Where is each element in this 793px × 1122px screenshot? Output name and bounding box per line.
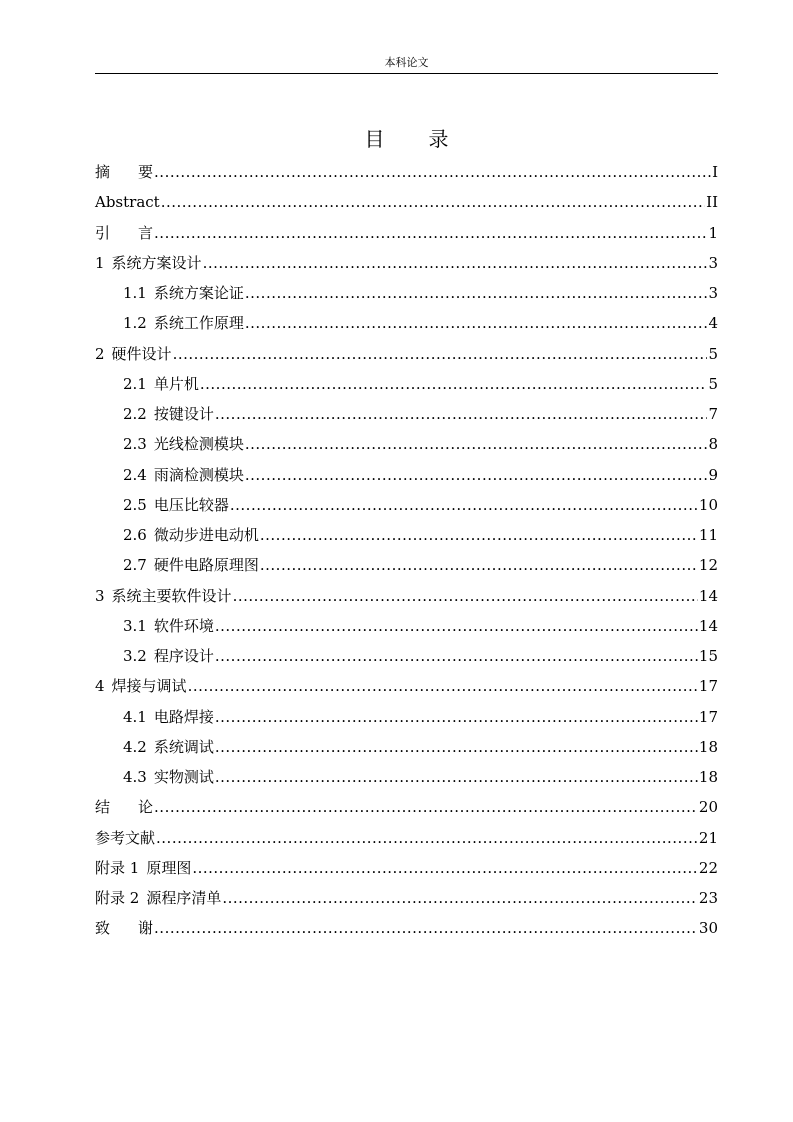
toc-entry-page: 11 bbox=[698, 526, 718, 544]
dot-leader bbox=[156, 823, 698, 853]
toc-entry-page: 1 bbox=[708, 223, 718, 242]
toc-entry-page: 4 bbox=[708, 314, 718, 333]
toc-entry-page: 12 bbox=[698, 556, 718, 575]
toc-entry-label bbox=[123, 429, 244, 459]
toc-entry-title: 电压比较器 bbox=[153, 495, 229, 514]
toc-entry-page: 7 bbox=[708, 405, 718, 423]
toc-entry-label bbox=[123, 762, 214, 792]
toc-entry-page: 17 bbox=[698, 677, 718, 696]
toc-entry-label bbox=[95, 823, 155, 853]
toc-entry-page: 22 bbox=[698, 858, 718, 877]
toc-entry-title-char: 致 bbox=[95, 919, 139, 938]
toc-entry-number: 4.1 bbox=[123, 707, 147, 726]
toc-entry[interactable] bbox=[95, 248, 718, 278]
toc-entry-label bbox=[95, 339, 172, 369]
toc-entry-number: 4 bbox=[95, 677, 105, 696]
toc-entry-label bbox=[123, 641, 214, 671]
toc-entry-number: 3 bbox=[95, 586, 105, 605]
toc-entry-title: 软件环境 bbox=[153, 616, 214, 635]
toc-entry-page: 10 bbox=[698, 495, 718, 514]
toc-entry-label bbox=[95, 248, 202, 278]
dot-leader bbox=[245, 460, 708, 490]
toc-entry-number: 3.1 bbox=[123, 616, 147, 635]
toc-entry-label bbox=[123, 308, 244, 338]
dot-leader bbox=[245, 429, 708, 459]
dot-leader bbox=[161, 187, 705, 217]
toc-entry[interactable] bbox=[95, 460, 718, 490]
toc-entry-title: 参考文献 bbox=[95, 828, 156, 847]
dot-leader bbox=[154, 913, 698, 943]
toc-entry-label bbox=[123, 611, 214, 641]
toc-entry-title: 硬件电路原理图 bbox=[153, 556, 259, 575]
toc-entry[interactable] bbox=[95, 641, 718, 671]
toc-entry-page: 18 bbox=[698, 768, 718, 786]
toc-entry[interactable] bbox=[95, 792, 718, 822]
toc-entry-title: 光线检测模块 bbox=[153, 435, 244, 454]
toc-entry-label bbox=[95, 187, 160, 217]
toc-entry-page: 5 bbox=[708, 344, 718, 363]
toc-entry[interactable] bbox=[95, 823, 718, 853]
toc-entry-label bbox=[123, 278, 244, 308]
toc-entry-number: 2.5 bbox=[123, 495, 147, 514]
toc-entry[interactable] bbox=[95, 913, 718, 943]
toc-entry-page: 23 bbox=[698, 889, 718, 907]
toc-entry-page: I bbox=[712, 163, 718, 181]
toc-entry-label bbox=[95, 157, 153, 187]
toc-title-part2: 录 bbox=[428, 127, 449, 151]
toc-entry-title: 系统方案设计 bbox=[111, 253, 202, 272]
toc-entry[interactable] bbox=[95, 520, 718, 550]
toc-entry-title: 原理图 bbox=[146, 858, 192, 877]
dot-leader bbox=[215, 762, 698, 792]
toc-entry-title: 焊接与调试 bbox=[111, 677, 187, 696]
toc-entry[interactable] bbox=[95, 399, 718, 429]
dot-leader bbox=[215, 732, 698, 762]
toc-entry-label bbox=[95, 913, 153, 943]
toc-entry[interactable] bbox=[95, 308, 718, 338]
toc-entry-number: 2.6 bbox=[123, 526, 147, 544]
dot-leader bbox=[188, 671, 698, 701]
toc-entry-label bbox=[123, 550, 259, 580]
toc-entry-title: 系统方案论证 bbox=[153, 284, 244, 302]
toc-entry-page: 20 bbox=[698, 798, 718, 817]
toc-entry-label bbox=[123, 520, 259, 550]
toc-entry-title: 单片机 bbox=[153, 374, 199, 393]
dot-leader bbox=[260, 520, 698, 550]
toc-title-part1: 目 bbox=[364, 127, 385, 151]
dot-leader bbox=[245, 308, 708, 338]
toc-entry-page: 21 bbox=[698, 828, 718, 847]
dot-leader bbox=[154, 157, 711, 187]
dot-leader bbox=[230, 490, 698, 520]
toc-entry[interactable] bbox=[95, 278, 718, 308]
toc-entry-label bbox=[123, 702, 214, 732]
dot-leader bbox=[233, 581, 698, 611]
dot-leader bbox=[260, 550, 698, 580]
header-rule bbox=[95, 73, 718, 74]
toc-entry-number: 3.2 bbox=[123, 647, 147, 665]
toc-entry-title-char: 论 bbox=[138, 798, 154, 817]
toc-entry[interactable] bbox=[95, 429, 718, 459]
toc-entry-title: 按键设计 bbox=[153, 405, 214, 423]
toc-entry-page: II bbox=[706, 193, 718, 212]
toc-entry-label bbox=[95, 853, 191, 883]
toc-entry-number: 2.2 bbox=[123, 405, 147, 423]
toc-entry-number: 4.2 bbox=[123, 737, 147, 756]
toc-entry[interactable] bbox=[95, 369, 718, 399]
toc-entry[interactable] bbox=[95, 490, 718, 520]
toc-entry-title: 微动步进电动机 bbox=[153, 526, 259, 544]
toc-entry-number: 4.3 bbox=[123, 768, 147, 786]
dot-leader bbox=[192, 853, 698, 883]
toc-entry[interactable] bbox=[95, 157, 718, 187]
toc-entry-number: 2.1 bbox=[123, 374, 147, 393]
toc-entry-page: 14 bbox=[698, 616, 718, 635]
toc-entry-title-char: 谢 bbox=[138, 919, 154, 938]
toc-entry[interactable] bbox=[95, 762, 718, 792]
toc-entry[interactable] bbox=[95, 581, 718, 611]
toc-entry-page: 30 bbox=[698, 919, 718, 938]
toc-entry[interactable] bbox=[95, 853, 718, 883]
dot-leader bbox=[215, 702, 698, 732]
dot-leader bbox=[215, 641, 698, 671]
table-of-contents bbox=[95, 157, 718, 944]
toc-entry-number: 2 bbox=[95, 344, 105, 363]
toc-entry-number: 1.2 bbox=[123, 314, 147, 333]
toc-entry-page: 3 bbox=[708, 253, 718, 272]
toc-entry-label bbox=[123, 399, 214, 429]
toc-entry-label bbox=[123, 732, 214, 762]
dot-leader bbox=[245, 278, 708, 308]
toc-entry-page: 14 bbox=[698, 586, 718, 605]
toc-entry-label bbox=[95, 218, 153, 248]
toc-entry-number: 1 bbox=[95, 253, 105, 272]
toc-entry-title-char: 引 bbox=[95, 223, 139, 242]
dot-leader bbox=[222, 883, 698, 913]
dot-leader bbox=[215, 399, 708, 429]
running-header: 本科论文 bbox=[384, 56, 429, 69]
toc-entry-title: 系统工作原理 bbox=[153, 314, 244, 333]
toc-entry-title-char: 言 bbox=[138, 223, 154, 242]
toc-entry-title: 系统主要软件设计 bbox=[111, 586, 232, 605]
toc-entry-page: 18 bbox=[698, 737, 718, 756]
toc-entry-number: 附录 2 bbox=[95, 889, 140, 907]
toc-entry-number: 2.3 bbox=[123, 435, 147, 454]
toc-entry[interactable] bbox=[95, 702, 718, 732]
toc-title bbox=[95, 126, 718, 152]
toc-entry-label bbox=[123, 460, 244, 490]
toc-entry-number: 1.1 bbox=[123, 284, 147, 302]
toc-entry[interactable] bbox=[95, 339, 718, 369]
toc-entry-label bbox=[95, 581, 232, 611]
toc-entry[interactable] bbox=[95, 218, 718, 248]
dot-leader bbox=[215, 611, 698, 641]
toc-entry-title: Abstract bbox=[95, 193, 160, 212]
toc-entry-label bbox=[95, 671, 187, 701]
dot-leader bbox=[203, 248, 708, 278]
toc-entry-title-char: 要 bbox=[138, 163, 154, 181]
toc-entry-title: 电路焊接 bbox=[153, 707, 214, 726]
toc-entry-page: 15 bbox=[698, 647, 718, 665]
dot-leader bbox=[154, 792, 698, 822]
toc-entry[interactable] bbox=[95, 550, 718, 580]
toc-entry-page: 8 bbox=[708, 435, 718, 454]
toc-entry-title-char: 摘 bbox=[95, 163, 139, 181]
toc-entry[interactable] bbox=[95, 671, 718, 701]
toc-entry[interactable] bbox=[95, 187, 718, 217]
toc-entry-page: 5 bbox=[708, 374, 718, 393]
toc-entry[interactable] bbox=[95, 611, 718, 641]
toc-entry-number: 附录 1 bbox=[95, 858, 140, 877]
toc-entry-title: 程序设计 bbox=[153, 647, 214, 665]
toc-entry-number: 2.7 bbox=[123, 556, 147, 575]
toc-entry-label bbox=[123, 490, 229, 520]
toc-entry-page: 17 bbox=[698, 707, 718, 726]
toc-entry-title: 雨滴检测模块 bbox=[153, 465, 244, 484]
toc-entry-title-char: 结 bbox=[95, 798, 139, 817]
toc-entry[interactable] bbox=[95, 883, 718, 913]
toc-entry-label bbox=[123, 369, 199, 399]
dot-leader bbox=[173, 339, 708, 369]
toc-entry-title: 系统调试 bbox=[153, 737, 214, 756]
toc-entry-page: 3 bbox=[708, 284, 718, 302]
dot-leader bbox=[200, 369, 708, 399]
toc-entry-title: 源程序清单 bbox=[146, 889, 222, 907]
toc-entry-label bbox=[95, 792, 153, 822]
toc-entry-label bbox=[95, 883, 221, 913]
dot-leader bbox=[154, 218, 707, 248]
toc-entry-title: 硬件设计 bbox=[111, 344, 172, 363]
toc-entry-page: 9 bbox=[708, 465, 718, 484]
toc-entry[interactable] bbox=[95, 732, 718, 762]
toc-entry-title: 实物测试 bbox=[153, 768, 214, 786]
toc-entry-number: 2.4 bbox=[123, 465, 147, 484]
